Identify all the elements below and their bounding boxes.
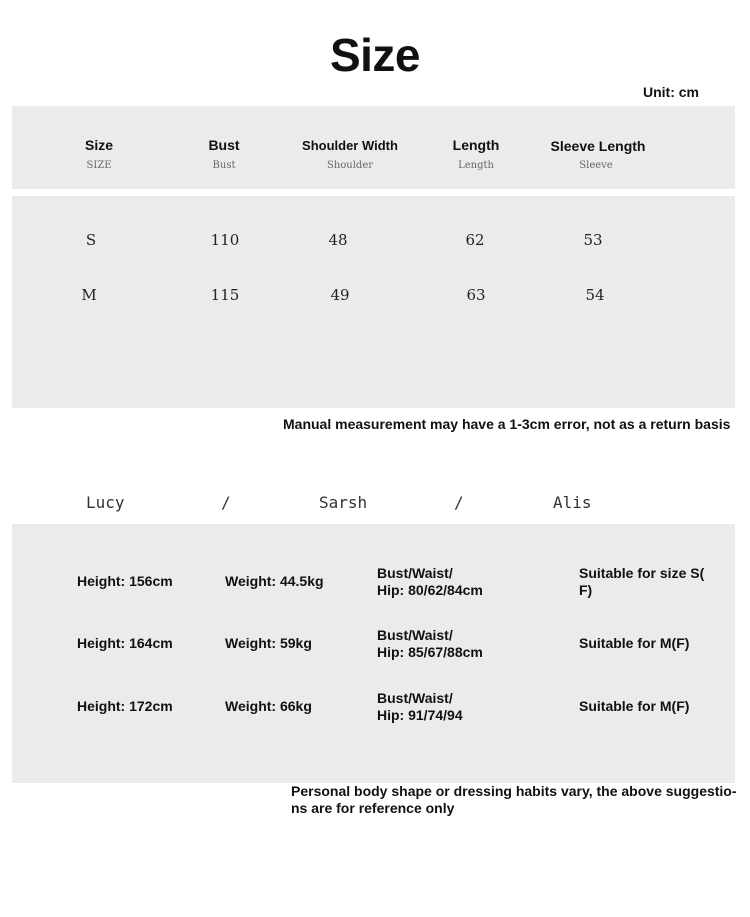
cell-m-length: 63 bbox=[466, 286, 486, 304]
fit-weight: Weight: 66kg bbox=[225, 698, 312, 714]
cell-s-bust: 110 bbox=[210, 231, 240, 249]
fit-height: Height: 156cm bbox=[77, 573, 173, 589]
fit-bwh-label: Bust/Waist/ bbox=[377, 690, 453, 706]
model-separator: / bbox=[454, 493, 464, 512]
header-bust: Bust bbox=[208, 137, 240, 153]
page-title: Size bbox=[329, 29, 421, 81]
header-shoulder-sub: Shoulder bbox=[326, 160, 374, 171]
cell-s-shoulder: 48 bbox=[328, 231, 348, 249]
fit-suggestion: Suitable for M(F) bbox=[579, 698, 690, 714]
fit-bwh-value: Hip: 80/62/84cm bbox=[377, 582, 483, 598]
fit-suggestion: Suitable for M(F) bbox=[579, 635, 690, 651]
fit-bwh-value: Hip: 91/74/94 bbox=[377, 707, 463, 723]
cell-m-size: M bbox=[81, 286, 97, 304]
header-length: Length bbox=[452, 137, 500, 153]
reference-note-line1: Personal body shape or dressing habits vary, the above suggestio- bbox=[291, 783, 737, 799]
reference-note-line2: ns are for reference only bbox=[291, 800, 455, 816]
header-sleeve-sub: Sleeve bbox=[579, 160, 613, 171]
fit-suggestion-cont: F) bbox=[579, 582, 593, 598]
header-sleeve: Sleeve Length bbox=[550, 138, 646, 154]
header-bust-sub: Bust bbox=[212, 160, 236, 171]
cell-s-length: 62 bbox=[465, 231, 485, 249]
model-name-lucy: Lucy bbox=[86, 493, 125, 512]
model-name-sarsh: Sarsh bbox=[319, 493, 368, 512]
fit-bwh-label: Bust/Waist/ bbox=[377, 565, 453, 581]
fit-height: Height: 172cm bbox=[77, 698, 173, 714]
fit-weight: Weight: 59kg bbox=[225, 635, 312, 651]
header-length-sub: Length bbox=[458, 160, 494, 171]
cell-m-sleeve: 54 bbox=[585, 286, 605, 304]
fit-weight: Weight: 44.5kg bbox=[225, 573, 324, 589]
cell-m-shoulder: 49 bbox=[330, 286, 350, 304]
measurement-note: Manual measurement may have a 1-3cm error, not as a return basis bbox=[283, 416, 731, 432]
fit-height: Height: 164cm bbox=[77, 635, 173, 651]
header-shoulder: Shoulder Width bbox=[302, 138, 398, 153]
cell-m-bust: 115 bbox=[210, 286, 240, 304]
fit-table bbox=[12, 524, 735, 783]
fit-bwh-label: Bust/Waist/ bbox=[377, 627, 453, 643]
cell-s-sleeve: 53 bbox=[583, 231, 603, 249]
fit-bwh-value: Hip: 85/67/88cm bbox=[377, 644, 483, 660]
model-name-alis: Alis bbox=[553, 493, 592, 512]
fit-suggestion: Suitable for size S( bbox=[579, 565, 705, 581]
header-size-sub: SIZE bbox=[86, 160, 112, 171]
size-table-body bbox=[12, 196, 735, 408]
model-separator: / bbox=[221, 493, 231, 512]
cell-s-size: S bbox=[85, 231, 97, 249]
header-size: Size bbox=[84, 137, 114, 153]
unit-label: Unit: cm bbox=[643, 84, 699, 100]
